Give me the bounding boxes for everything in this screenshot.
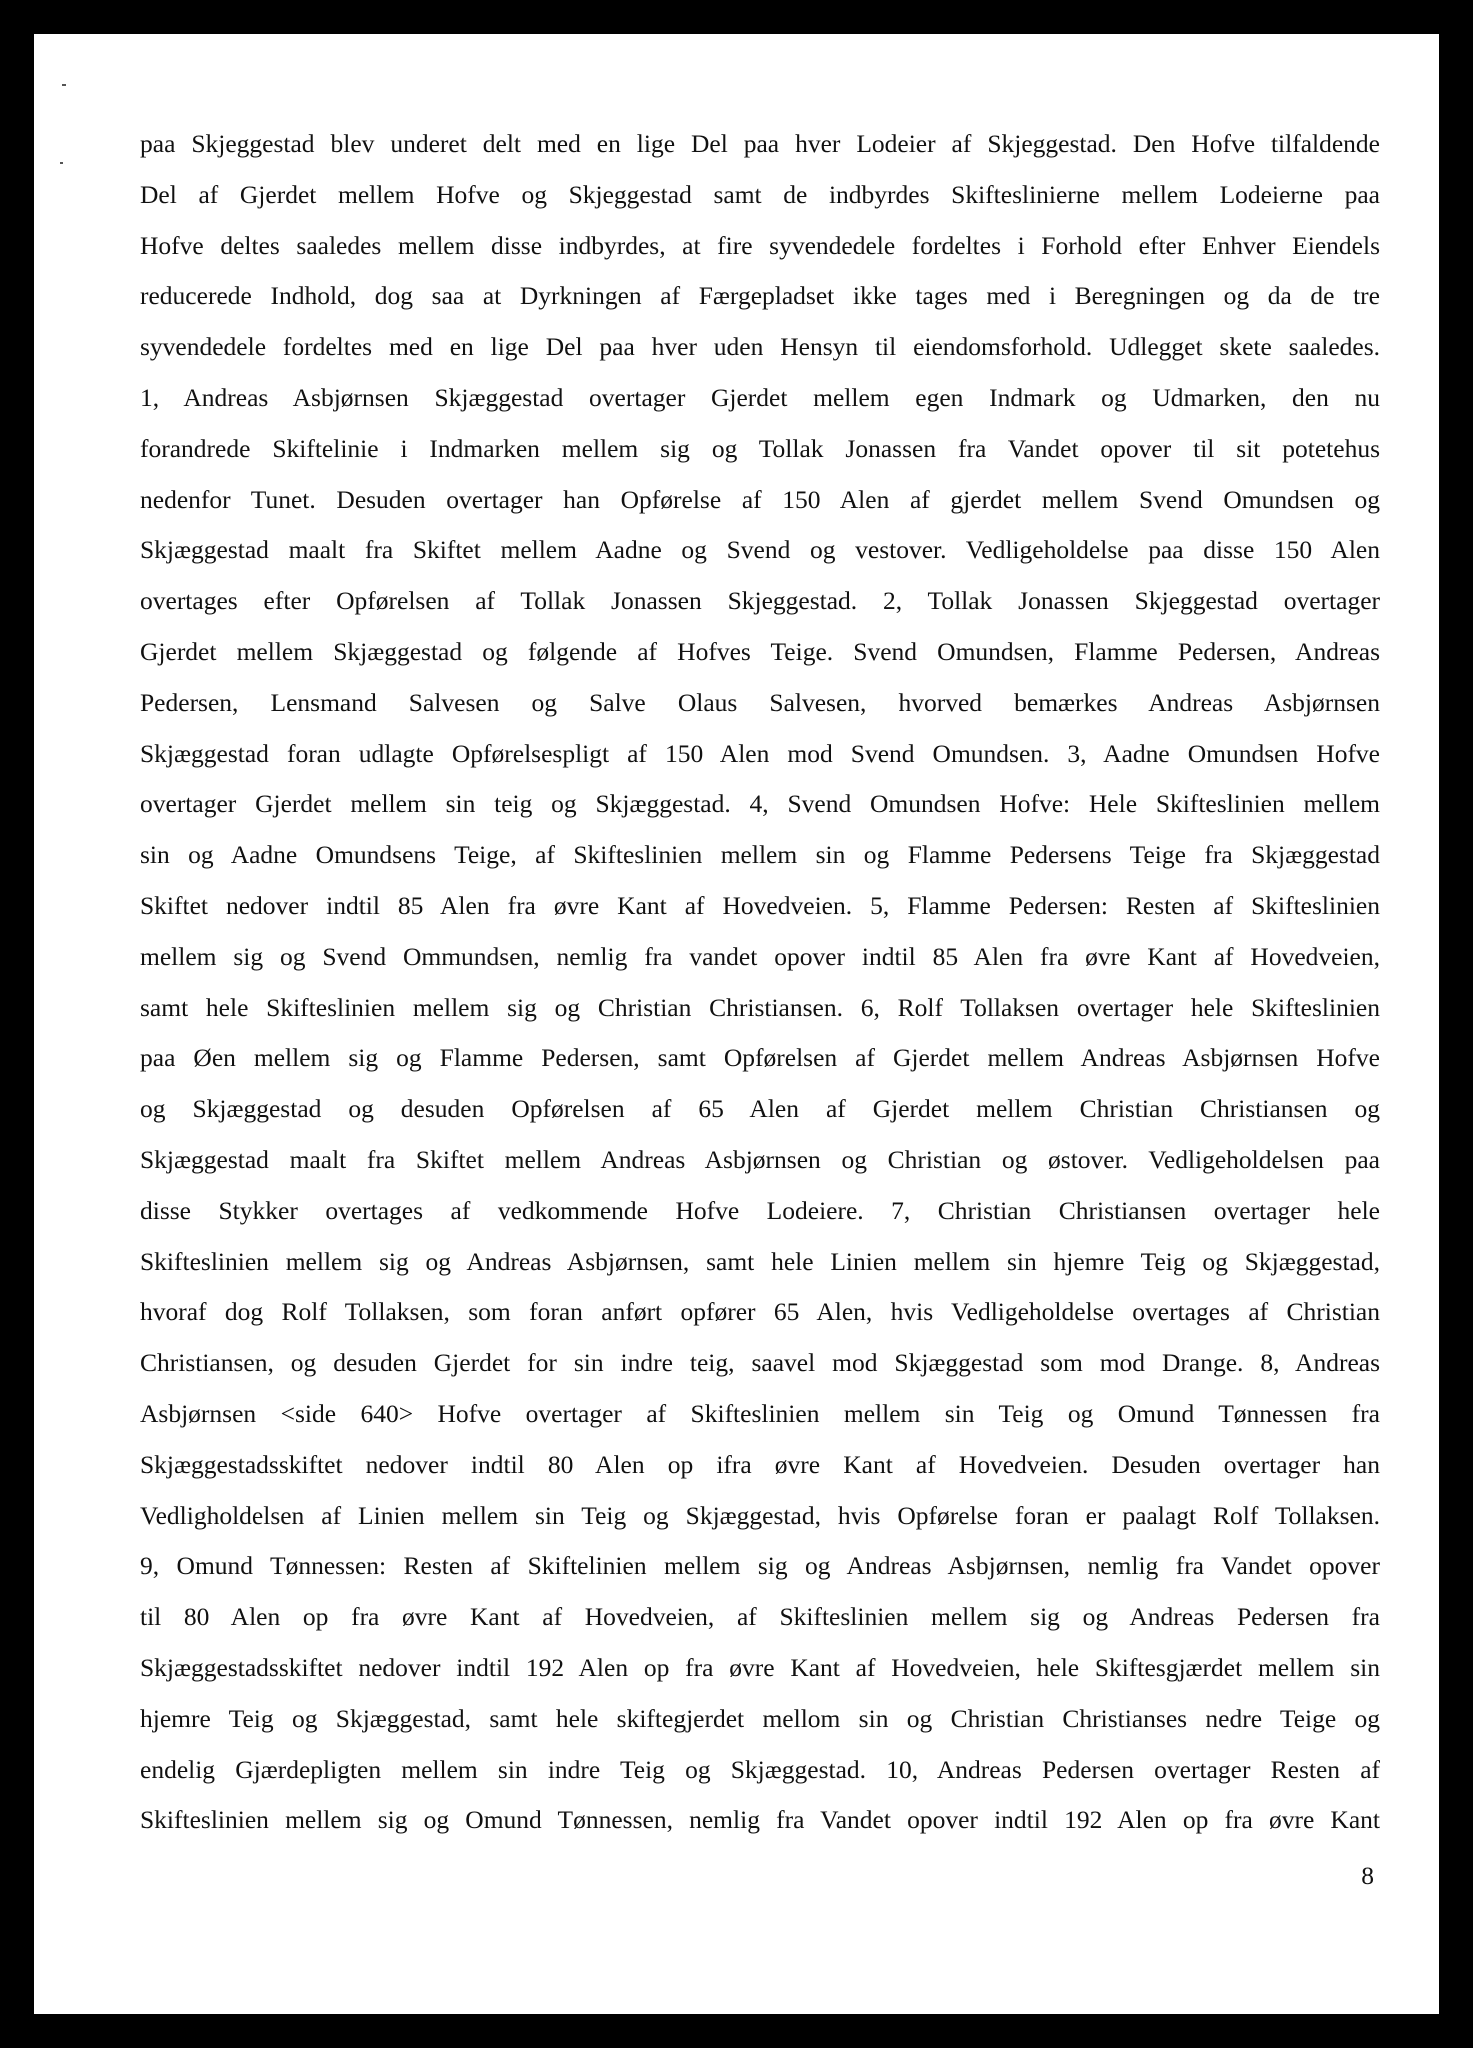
text-line: til 80 Alen op fra øvre Kant af Hovedveien, af Skifteslinien mellem sig og Andreas Pedersen fra xyxy=(140,1602,1380,1632)
scan-speck xyxy=(60,162,63,164)
text-line: reducerede Indhold, dog saa at Dyrkningen af Færgepladset ikke tages med i Beregningen og da de tre xyxy=(140,281,1380,311)
text-line: mellem sig og Svend Ommundsen, nemlig fra vandet opover indtil 85 Alen fra øvre Kant af Hovedveien, xyxy=(140,941,1380,971)
text-line: Hofve deltes saaledes mellem disse indbyrdes, at fire syvendedele fordeltes i Forhold efter Enhver Eiendels xyxy=(140,230,1380,260)
text-line: Skjæggestad maalt fra Skiftet mellem Aadne og Svend og vestover. Vedligeholdelse paa disse 150 Alen xyxy=(140,535,1380,565)
text-line: Del af Gjerdet mellem Hofve og Skjeggestad samt de indbyrdes Skifteslinierne mellem Lodeierne paa xyxy=(140,179,1380,209)
body-text xyxy=(140,119,1380,1846)
document-page xyxy=(34,34,1439,2014)
text-line: Skjæggestad foran udlagte Opførelsespligt af 150 Alen mod Svend Omundsen. 3, Aadne Omundsen Hofve xyxy=(140,738,1380,768)
text-line: 1, Andreas Asbjørnsen Skjæggestad overtager Gjerdet mellem egen Indmark og Udmarken, den nu xyxy=(140,382,1380,412)
text-line: Pedersen, Lensmand Salvesen og Salve Olaus Salvesen, hvorved bemærkes Andreas Asbjørnsen xyxy=(140,687,1380,717)
scan-speck xyxy=(62,84,66,86)
text-line: syvendedele fordeltes med en lige Del paa hver uden Hensyn til eiendomsforhold. Udlegget skete saaledes. xyxy=(140,332,1380,362)
text-line: overtages efter Opførelsen af Tollak Jonassen Skjeggestad. 2, Tollak Jonassen Skjeggestad overtager xyxy=(140,586,1380,616)
text-line: Skifteslinien mellem sig og Omund Tønnessen, nemlig fra Vandet opover indtil 192 Alen op fra øvre Kant xyxy=(140,1805,1380,1835)
page-number: 8 xyxy=(1361,1861,1374,1890)
text-line: sin og Aadne Omundsens Teige, af Skifteslinien mellem sin og Flamme Pedersens Teige fra Skjæggestad xyxy=(140,840,1380,870)
text-line: hjemre Teig og Skjæggestad, samt hele skiftegjerdet mellom sin og Christian Christianses nedre Teige og xyxy=(140,1703,1380,1733)
text-line: Skjæggestadsskiftet nedover indtil 192 Alen op fra øvre Kant af Hovedveien, hele Skiftesgjærdet mellem sin xyxy=(140,1652,1380,1682)
text-line: Skjæggestadsskiftet nedover indtil 80 Alen op ifra øvre Kant af Hovedveien. Desuden overtager han xyxy=(140,1449,1380,1479)
text-line: paa Skjeggestad blev underet delt med en lige Del paa hver Lodeier af Skjeggestad. Den Hofve tilfaldende xyxy=(140,129,1380,158)
text-line: Gjerdet mellem Skjæggestad og følgende af Hofves Teige. Svend Omundsen, Flamme Pedersen, Andreas xyxy=(140,636,1380,666)
text-line: endelig Gjærdepligten mellem sin indre Teig og Skjæggestad. 10, Andreas Pedersen overtager Resten af xyxy=(140,1754,1380,1784)
text-line: Asbjørnsen <side 640> Hofve overtager af Skifteslinien mellem sin Teig og Omund Tønnessen fra xyxy=(140,1398,1380,1428)
text-line: Skifteslinien mellem sig og Andreas Asbjørnsen, samt hele Linien mellem sin hjemre Teig og Skjæggestad, xyxy=(140,1246,1380,1276)
text-line: Skiftet nedover indtil 85 Alen fra øvre Kant af Hovedveien. 5, Flamme Pedersen: Resten af Skifteslinien xyxy=(140,890,1380,920)
text-line: overtager Gjerdet mellem sin teig og Skjæggestad. 4, Svend Omundsen Hofve: Hele Skifteslinien mellem xyxy=(140,789,1380,819)
text-line: paa Øen mellem sig og Flamme Pedersen, samt Opførelsen af Gjerdet mellem Andreas Asbjørnsen Hofve xyxy=(140,1043,1380,1073)
text-line: disse Stykker overtages af vedkommende Hofve Lodeiere. 7, Christian Christiansen overtager hele xyxy=(140,1195,1380,1225)
text-line: hvoraf dog Rolf Tollaksen, som foran anført opfører 65 Alen, hvis Vedligeholdelse overtages af Christian xyxy=(140,1297,1380,1327)
text-line: forandrede Skiftelinie i Indmarken mellem sig og Tollak Jonassen fra Vandet opover til sit potetehus xyxy=(140,433,1380,463)
text-line: Skjæggestad maalt fra Skiftet mellem Andreas Asbjørnsen og Christian og østover. Vedligeholdelsen paa xyxy=(140,1144,1380,1174)
text-line: og Skjæggestad og desuden Opførelsen af 65 Alen af Gjerdet mellem Christian Christiansen og xyxy=(140,1094,1380,1124)
text-line: Vedligholdelsen af Linien mellem sin Teig og Skjæggestad, hvis Opførelse foran er paalagt Rolf Tollaksen. xyxy=(140,1500,1380,1530)
text-line: nedenfor Tunet. Desuden overtager han Opførelse af 150 Alen af gjerdet mellem Svend Omundsen og xyxy=(140,484,1380,514)
text-line: samt hele Skifteslinien mellem sig og Christian Christiansen. 6, Rolf Tollaksen overtager hele Skifteslinien xyxy=(140,992,1380,1022)
text-line: Christiansen, og desuden Gjerdet for sin indre teig, saavel mod Skjæggestad som mod Drange. 8, Andreas xyxy=(140,1348,1380,1378)
text-line: 9, Omund Tønnessen: Resten af Skiftelinien mellem sig og Andreas Asbjørnsen, nemlig fra Vandet opover xyxy=(140,1551,1380,1581)
